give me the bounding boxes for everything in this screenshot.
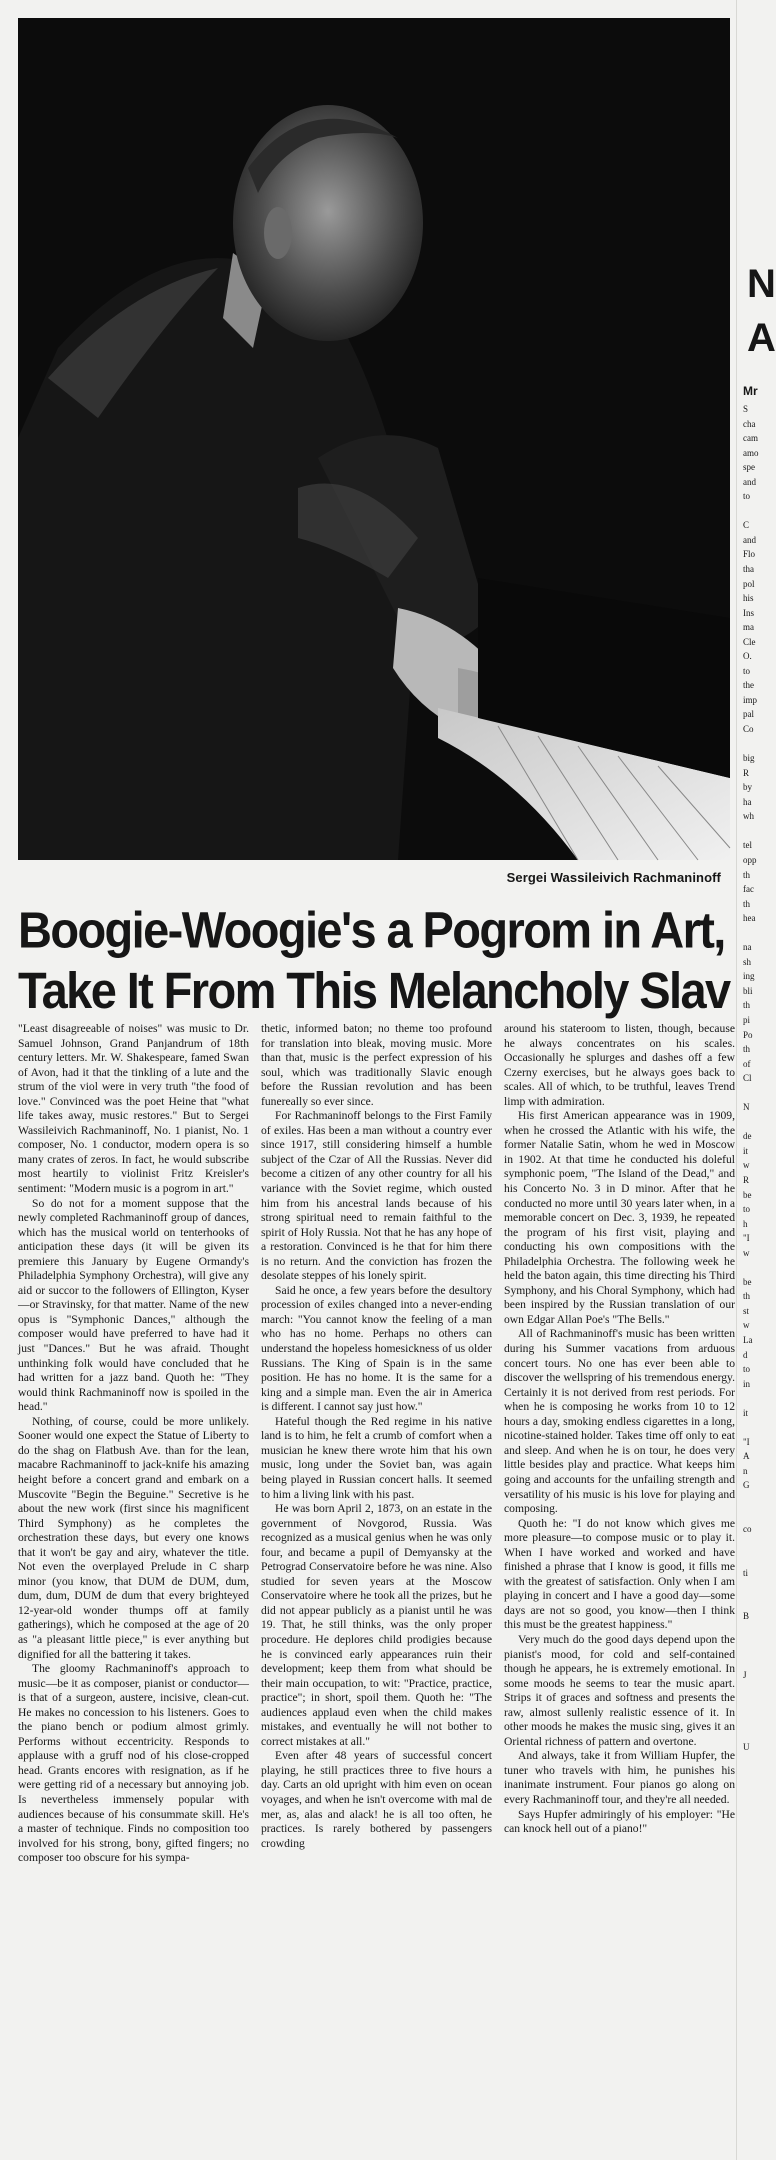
fragment-line: U [743,1742,750,1753]
fragment-line: J [743,1669,747,1680]
fragment-line: th [743,1291,751,1302]
fragment-line [743,1638,767,1653]
headline-line-2: Take It From This Melancholy Slav [18,961,730,1019]
fragment-line: cam [743,433,758,444]
fragment-line [743,1726,767,1741]
paragraph: Nothing, of course, could be more unlikely. Sooner would one expect the Statue of Liberty to do the shag on Flatbush Ave. than for the lean, macabre Rachmaninoff to jack-knife his amazing height before a concert grand and embark on a Muscovite "Begin the Beguine." Secretive is he about the new work (first since his magnificent Third Symphony) as he completes the orchestration these days, but every one knows that it won't be gay and airy, whatever the title. Not even the overplayed Prelude in C sharp minor (you know, that DUM de DUM, dum, dum, dum, DUM de dum that every brighteyed 12-year-old wonder thumps off at family gatherings), which he composed at the age of 20 as "a pleasant little piece," is ever anything but dignified for all the battering it takes. [18,1414,249,1661]
paragraph: His first American appearance was in 1909, when he crossed the Atlantic with his wife, the former Natalie Satin, whom he wed in Moscow in 1902. At that time he conducted his doleful symphonic poem, "The Island of the Dead," and his Concerto No. 3 in D minor. After that he conducted no more until 30 years later when, in a memorable concert on Dec. 3, 1939, he repeated the program of his first visit, playing and conducting his own compositions with the Philadelphia Orchestra. The following week he held the baton again, this time directing his Third Symphony, and his Choral Symphony, which had been inspired by the Russian translation of our own Edgar Allan Poe's "The Bells." [504,1109,735,1326]
fragment-line: N [743,1102,750,1113]
fragment-line: G [743,1480,750,1491]
adjacent-byline-fragment: Mr [743,384,758,398]
fragment-line: be [743,1276,752,1287]
fragment-line: La [743,1335,753,1345]
fragment-line: Flo [743,549,756,560]
fragment-line [743,824,767,839]
fragment-line [743,1711,767,1726]
fragment-line: in [743,1378,751,1389]
photo-caption: Sergei Wassileivich Rachmaninoff [506,870,721,885]
fragment-line: th [743,1000,751,1011]
fragment-line: pol [743,578,755,589]
fragment-line [743,1260,767,1275]
fragment-line: Po [743,1029,753,1040]
paragraph: So do not for a moment suppose that the newly completed Rachmaninoff group of dances, which has the musical world on tenterhooks of anticipation these days (it will be given its premiere this January by Eugene Ormandy's Philadelphia Symphony Orchestra), will give any aid or succor to the followers of Ellington, Kyser—or Stravinsky, for that matter. Name of the new opus is "Symphonic Dances," although the composer would have preferred to have had it just "Dances." But he was afraid. Thought unthinking folk would have concluded that he had written for a jazz band. Quoth he: "They would think Rachmaninoff now is spoiled in the head." [18,1196,249,1414]
adjacent-headline-letter-1: N [747,262,776,306]
fragment-line: Cle [743,636,756,647]
fragment-line [743,1493,767,1508]
article-headline [18,900,738,1021]
fragment-line: st [743,1305,750,1316]
paragraph: Hateful though the Red regime in his native land is to him, he felt a crumb of comfort when a musician he knew there wrote him that his own music, long under the Soviet ban, was again being played in Russian concert halls. It seemed to him a living link with his past. [261,1414,492,1501]
fragment-line [743,1115,767,1130]
fragment-line: Cl [743,1073,752,1084]
fragment-line: O. [743,651,752,662]
fragment-line: pi [743,1014,751,1025]
fragment-line: be [743,1189,752,1200]
fragment-line: th [743,1044,751,1055]
fragment-line [743,1391,767,1406]
fragment-line: w [743,1320,750,1331]
paragraph: Even after 48 years of successful concert playing, he still practices three to five hours a day. Carts an old upright with him even on ocean voyages, and when he isn't overcome with mal de mer, as, alas and alack! he is all too often, he practices. Is rarely bothered by passengers crowding [261,1749,492,1850]
fragment-line: cha [743,418,756,429]
fragment-line [743,1420,767,1435]
fragment-line: to [743,491,751,502]
fragment-line: sh [743,956,752,967]
paragraph: He was born April 2, 1873, on an estate in the government of Novgorod, Russia. Was recognized as a musical genius when he was only four, and became a pupil of Demyansky at the Petrograd Conservatoire before he was nine. Also studied for seven years at the Moscow Conservatoire where he took all the prizes, but he did not appear publicly as a pianist until he was 19. That, he still thinks, was the only proper procedure. He deplores child prodigies because he is convinced early appearances ruin their development; keep them from what should be their main occupation, to wit: "Practice, practice, practice"; in short, spoil them. Quoth he: "The audiences applaud even when the child makes mistakes, and eventually he will not bother to correct mistakes at all." [261,1502,492,1748]
fragment-line: na [743,942,752,953]
fragment-line: w [743,1247,750,1258]
fragment-line: Ins [743,607,754,618]
fragment-line: S [743,404,749,414]
fragment-line [743,1595,767,1610]
fragment-line: Co [743,724,754,735]
rachmaninoff-photo [18,18,730,860]
article-column-3 [504,1022,735,2152]
fragment-line: by [743,782,752,793]
fragment-line [743,1086,767,1101]
fragment-line: it [743,1145,749,1156]
adjacent-headline-letter-2: A [747,316,776,360]
fragment-line: wh [743,811,754,822]
fragment-line: his [743,593,754,604]
fragment-line: n [743,1465,748,1476]
paragraph: "Least disagreeable of noises" was music to Dr. Samuel Johnson, Grand Panjandrum of 18th century letters. Mr. W. Shakespeare, famed Swan of Avon, had it that the tinkling of a lute and the strum of the viol were in very truth "the food of love." Convinced was the poet Heine that "what life takes away, music restores." But to Sergei Wassileivich Rachmaninoff, No. 1 pianist, No. 1 composer, No. 1 conductor, modern opera is so many crates of zeros. In fact, he would subscribe most heartily to violinist Fritz Kreisler's sentiment: "Modern music is a pogrom in art." [18,1022,249,1196]
paragraph: For Rachmaninoff belongs to the First Family of exiles. Has been a man without a country ever since 1917, still considering himself a humble subject of the Czar of All the Russias. Never did become a citizen of any other country for all his variance with the Soviet regime, which ousted him from his ancestral lands because of his strong spiritual need to remain faithful to the spirit of Holy Russia. Not that he has any hope of a restoration. Convinced is he that for him there is no return. And the conviction has frozen the desolate steppes of his lonely spirit. [261,1109,492,1283]
fragment-line: ha [743,796,752,807]
fragment-line: fac [743,884,754,895]
fragment-line [743,1508,767,1523]
fragment-line [743,1653,767,1668]
fragment-line: imp [743,694,758,705]
fragment-line: d [743,1349,748,1360]
fragment-line: R [743,1174,750,1185]
fragment-line [743,1697,767,1712]
paragraph: All of Rachmaninoff's music has been written during his Summer vacations from arduous concert tours. No one has ever been able to discover the wellspring of his tremendous energy. Certainly it is not derived from rest periods. For when he is composing he works from 10 to 12 hours a day, smoking endless cigarettes in a long, nicotine-stained holder. Takes time off only to eat and sleep. And when he is on tour, he does very little besides play and practice. What keeps him going and accounts for the unfailing strength and versatility of his music is his love for playing and composing. [504,1327,735,1516]
fragment-line: ti [743,1567,749,1578]
fragment-line: of [743,1058,751,1069]
adjacent-text-fragment [743,402,767,1755]
fragment-line [743,1682,767,1697]
fragment-line: B [743,1611,750,1622]
paragraph: Very much do the good days depend upon the pianist's mood, for cold and self-contained though he appears, he is extremely emotional. In some moods he seems to tear the music apart. Strips it of graces and softness and presents the raw, almost sullenly realistic essence of it. In other moods he makes the music sing, gives it an Oriental richness of pattern and overtone. [504,1632,735,1748]
fragment-line: h [743,1218,748,1229]
article-column-2 [261,1022,492,2152]
paragraph: And always, take it from William Hupfer, the tuner who travels with him, he punishes his inanimate instrument. Four pianos go along on every Rachmaninoff tour, and they're all needed. [504,1749,735,1806]
fragment-line: co [743,1524,752,1535]
fragment-line: w [743,1160,750,1171]
fragment-line: tha [743,564,754,575]
headline-line-1: Boogie-Woogie's a Pogrom in Art, [18,901,725,959]
fragment-line [743,737,767,752]
fragment-line: R [743,767,750,778]
fragment-line: it [743,1407,749,1418]
fragment-line [743,1624,767,1639]
paragraph: thetic, informed baton; no theme too profound for translation into bleak, moving music. More than that, music is the perfect expression of his soul, which was traditionally Slavic enough before the Russian revolution and has been funereally so ever since. [261,1022,492,1108]
pianist-image [18,18,730,860]
fragment-line: "I [743,1233,750,1244]
fragment-line: opp [743,854,757,865]
fragment-line: ing [743,971,755,982]
fragment-line: "I [743,1436,750,1447]
fragment-line [743,1580,767,1595]
fragment-line: amo [743,447,759,458]
fragment-line: to [743,1364,751,1375]
fragment-line: A [743,1451,750,1462]
fragment-line: to [743,1204,751,1215]
fragment-line: tel [743,840,752,851]
paragraph: Says Hupfer admiringly of his employer: "He can knock hell out of a piano!" [504,1807,735,1836]
article-body [18,1022,736,2152]
fragment-line: bli [743,985,753,996]
fragment-line: hea [743,913,756,924]
fragment-line: and [743,476,756,487]
paragraph: around his stateroom to listen, though, because he always concentrates on his scales. Occasionally he splurges and dashes off a few Czerny exercises, but he always goes back to scales. All of which, to be truthful, leaves Trend limp with admiration. [504,1022,735,1108]
fragment-line: th [743,869,751,880]
fragment-line: ma [743,622,754,633]
article-column-1 [18,1022,249,2152]
fragment-line: and [743,534,756,545]
fragment-line [743,1537,767,1552]
paragraph: Quoth he: "I do not know which gives me more pleasure—to compose music or to play it. When I have worked and worked and have finished a phrase that I know is good, it fills me with the greatest of satisfaction. Only when I am playing in concert and I have a good day—some days are not so good, you know—then I think this must be the greatest happiness." [504,1516,735,1632]
fragment-line [743,504,767,519]
fragment-line: th [743,898,751,909]
fragment-line: C [743,520,750,531]
fragment-line: de [743,1131,752,1142]
fragment-line: the [743,680,754,691]
paragraph: The gloomy Rachmaninoff's approach to music—be it as composer, pianist or conductor—is that of a surgeon, austere, incisive, clean-cut. He makes no concession to his listeners. Goes to the piano bench or podium almost grimly. Performs without eccentricity. Responds to applause with a gruff nod of his close-cropped head. Grants encores with resignation, as if he were getting rid of a necessary but annoying job. Is nevertheless immensely popular with audiences because of his consummate skill. He's a master of technique. Finds no composition too involved for his strong, bony, gifted fingers; no composer too obscure for his sympa- [18,1662,249,1865]
adjacent-article-fragment [736,0,776,2160]
fragment-line: spe [743,462,755,473]
fragment-line: big [743,753,755,764]
fragment-line [743,1551,767,1566]
fragment-line: to [743,665,751,676]
paragraph: Said he once, a few years before the desultory procession of exiles changed into a never-ending march: "You cannot know the feeling of a man who has no home. Perhaps no others can understand the hopeless homesickness of us older Russians. The King of Spain is in the same position. He has no home. It is the same for a king and a simple man. Even the air in America is different. I cannot say just how." [261,1283,492,1414]
fragment-line [743,926,767,941]
fragment-line: pal [743,709,754,720]
